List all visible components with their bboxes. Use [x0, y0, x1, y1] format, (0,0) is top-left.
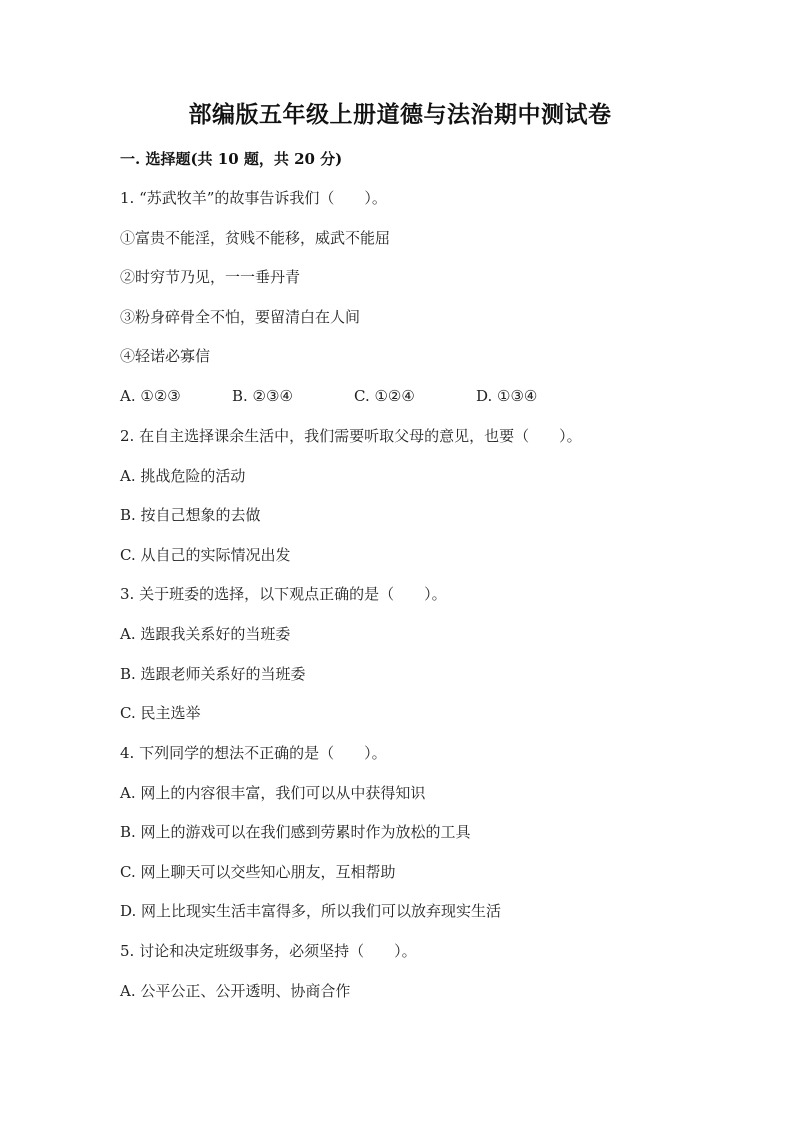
- question-5-option-a: A. 公平公正、公开透明、协商合作: [120, 982, 351, 1000]
- question-2-option-b: B. 按自己想象的去做: [120, 506, 261, 524]
- question-5-stem: 5. 讨论和决定班级事务，必须坚持（ ）。: [120, 942, 417, 960]
- question-3-stem: 3. 关于班委的选择，以下观点正确的是（ ）。: [120, 585, 447, 603]
- question-4-option-c: C. 网上聊天可以交些知心朋友，互相帮助: [120, 863, 396, 881]
- question-2-stem: 2. 在自主选择课余生活中，我们需要听取父母的意见，也要（ ）。: [120, 427, 582, 445]
- option-c: C. ①②④: [354, 387, 415, 405]
- question-3-option-c: C. 民主选举: [120, 704, 201, 722]
- question-1-item-3: ③粉身碎骨全不怕，要留清白在人间: [120, 308, 361, 326]
- question-4-option-a: A. 网上的内容很丰富，我们可以从中获得知识: [120, 784, 426, 802]
- question-4-stem: 4. 下列同学的想法不正确的是（ ）。: [120, 744, 387, 762]
- question-4-option-d: D. 网上比现实生活丰富得多，所以我们可以放弃现实生活: [120, 902, 502, 920]
- option-d: D. ①③④: [476, 387, 538, 405]
- question-1-item-1: ①富贵不能淫，贫贱不能移，威武不能屈: [120, 229, 391, 247]
- question-2-option-c: C. 从自己的实际情况出发: [120, 546, 291, 564]
- question-3-option-b: B. 选跟老师关系好的当班委: [120, 665, 306, 683]
- question-1-item-2: ②时穷节乃见，一一垂丹青: [120, 268, 301, 286]
- option-b: B. ②③④: [232, 387, 293, 405]
- question-3-option-a: A. 选跟我关系好的当班委: [120, 625, 291, 643]
- page-title: 部编版五年级上册道德与法治期中测试卷: [188, 101, 612, 128]
- question-1-item-4: ④轻诺必寡信: [120, 347, 211, 365]
- question-2-option-a: A. 挑战危险的活动: [120, 467, 246, 485]
- section-heading: 一. 选择题(共 10 题，共 20 分): [120, 150, 343, 168]
- question-1-options: [120, 386, 680, 406]
- option-a: A. ①②③: [120, 387, 181, 405]
- question-1-stem: 1. “苏武牧羊”的故事告诉我们（ ）。: [120, 189, 387, 207]
- question-4-option-b: B. 网上的游戏可以在我们感到劳累时作为放松的工具: [120, 823, 471, 841]
